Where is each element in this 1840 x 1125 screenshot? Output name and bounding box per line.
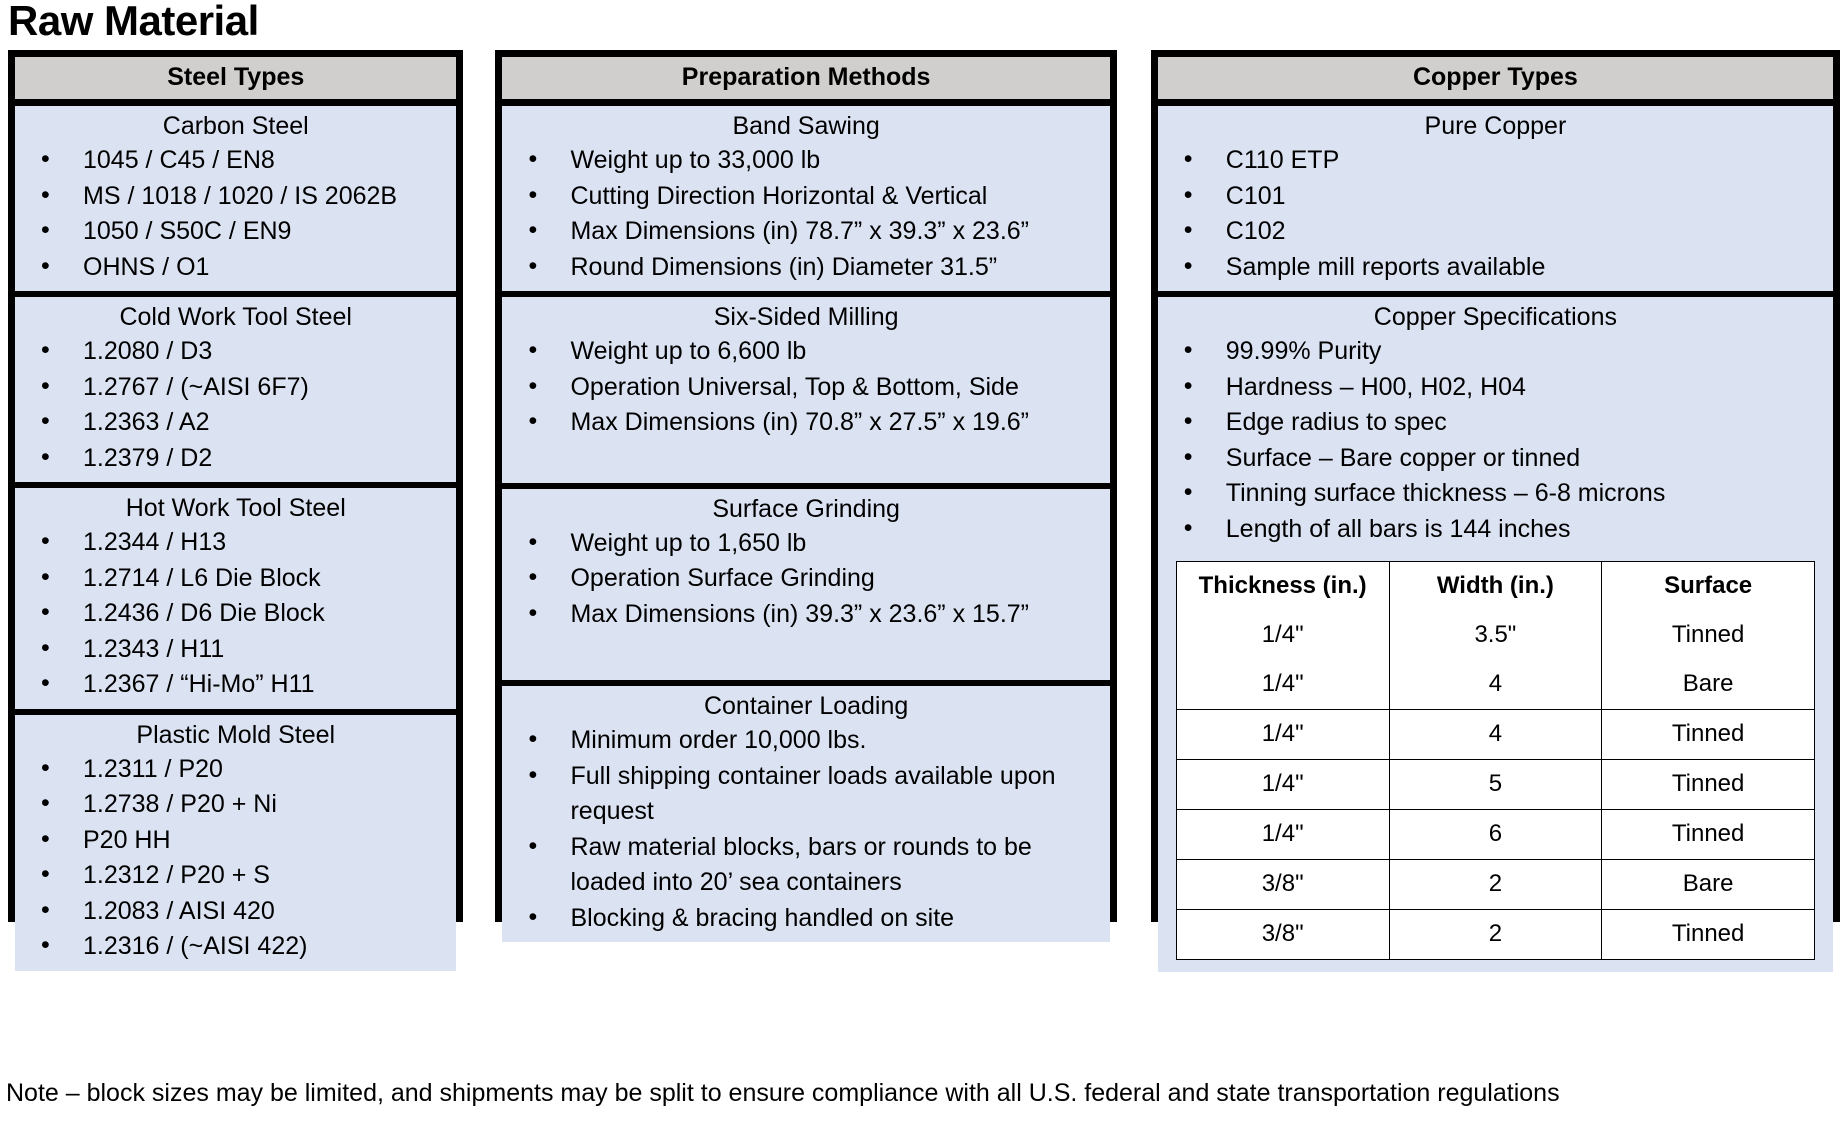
list-item: • Full shipping container loads available upon request [502,759,1109,830]
list-item: • Max Dimensions (in) 70.8” x 27.5” x 19.6” [502,405,1109,441]
column-header-width: Width (in.) [1389,562,1602,612]
section-title: Carbon Steel [162,112,309,140]
section-title: Pure Copper [1424,112,1567,140]
section-band-sawing [502,106,1109,297]
cell-width: 2 [1389,910,1602,960]
list-item: • Blocking & bracing handled on site [502,901,1109,937]
section-title: Plastic Mold Steel [136,720,336,749]
list-item: • 1.2714 / L6 Die Block [15,561,456,597]
list-item: • 1.2311 / P20 [15,752,456,788]
page-title: Raw Material [8,0,259,44]
steel-types-column [8,50,463,960]
cell-thickness: 3/8" [1176,910,1389,960]
cell-surface: Bare [1602,660,1815,710]
list-item: • Sample mill reports available [1158,250,1833,286]
table-row [1176,710,1814,760]
bullet-list [15,143,456,285]
list-item: • Max Dimensions (in) 78.7” x 39.3” x 23.6” [502,214,1109,250]
cell-width: 6 [1389,810,1602,860]
list-item: • 1.2083 / AISI 420 [15,894,456,930]
bullet-list [1158,334,1833,547]
list-item: • Tinning surface thickness – 6-8 microns [1158,476,1833,512]
section-title: Surface Grinding [712,494,900,523]
list-item: • 1.2738 / P20 + Ni [15,787,456,823]
list-item: • 1.2367 / “Hi-Mo” H11 [15,667,456,703]
list-item: • 1.2080 / D3 [15,334,456,370]
copper-types-header: Copper Types [1158,57,1833,106]
list-item: • Max Dimensions (in) 39.3” x 23.6” x 15.7” [502,597,1109,633]
list-item: • OHNS / O1 [15,250,456,286]
cell-width: 5 [1389,760,1602,810]
copper-spec-table-wrapper [1158,547,1833,966]
cell-surface: Bare [1602,860,1815,910]
list-item: • Weight up to 6,600 lb [502,334,1109,370]
cell-surface: Tinned [1602,810,1815,860]
section-title: Container Loading [703,692,909,720]
list-item: • Edge radius to spec [1158,405,1833,441]
list-item: • Raw material blocks, bars or rounds to be loaded into 20’ sea containers [502,830,1109,901]
table-row [1176,611,1814,660]
section-six-sided-milling [502,297,1109,489]
cell-thickness: 1/4" [1176,760,1389,810]
bullet-list [15,752,456,965]
cell-thickness: 3/8" [1176,860,1389,910]
steel-types-header: Steel Types [15,57,456,106]
column-header-surface: Surface [1602,562,1815,612]
cell-surface: Tinned [1602,710,1815,760]
cell-thickness: 1/4" [1176,660,1389,710]
cell-thickness: 1/4" [1176,611,1389,660]
list-item: • 99.99% Purity [1158,334,1833,370]
cell-width: 4 [1389,660,1602,710]
section-title: Copper Specifications [1373,303,1617,331]
preparation-methods-column [495,50,1116,932]
section-pure-copper [1158,106,1833,297]
list-item: • P20 HH [15,823,456,859]
table-head [1176,562,1814,612]
section-surface-grinding [502,489,1109,687]
list-item: • MS / 1018 / 1020 / IS 2062B [15,179,456,215]
list-item: • 1.2767 / (~AISI 6F7) [15,370,456,406]
list-item: • Minimum order 10,000 lbs. [502,723,1109,759]
cell-width: 2 [1389,860,1602,910]
section-cold-work-tool-steel [15,297,456,488]
section-title: Cold Work Tool Steel [119,303,352,331]
table-row [1176,910,1814,960]
section-container-loading [502,686,1109,942]
list-item: • 1.2344 / H13 [15,525,456,561]
list-item: • 1.2436 / D6 Die Block [15,596,456,632]
list-item: • C110 ETP [1158,143,1833,179]
list-item: • Operation Universal, Top & Bottom, Side [502,370,1109,406]
bullet-list [502,143,1109,285]
bullet-list [15,334,456,476]
table-row [1176,860,1814,910]
preparation-methods-header: Preparation Methods [502,57,1109,106]
bullet-list [15,525,456,703]
copper-spec-table [1176,561,1815,960]
list-item: • Round Dimensions (in) Diameter 31.5” [502,250,1109,286]
list-item: • Cutting Direction Horizontal & Vertical [502,179,1109,215]
table-body [1176,611,1814,960]
section-copper-specifications [1158,297,1833,972]
cell-surface: Tinned [1602,611,1815,660]
cell-width: 4 [1389,710,1602,760]
list-item: • C101 [1158,179,1833,215]
table-row [1176,760,1814,810]
cell-width: 3.5" [1389,611,1602,660]
list-item: • Length of all bars is 144 inches [1158,512,1833,548]
copper-types-column [1151,50,1840,947]
list-item: • 1.2379 / D2 [15,441,456,477]
section-plastic-mold-steel [15,715,456,971]
list-item: • 1.2363 / A2 [15,405,456,441]
table-header-row [1176,562,1814,612]
list-item: • 1.2343 / H11 [15,632,456,668]
list-item: • 1.2316 / (~AISI 422) [15,929,456,965]
list-item: • Weight up to 1,650 lb [502,526,1109,562]
list-item: • C102 [1158,214,1833,250]
list-item: • 1.2312 / P20 + S [15,858,456,894]
section-carbon-steel [15,106,456,297]
cell-surface: Tinned [1602,760,1815,810]
bullet-list [502,723,1109,936]
section-title: Hot Work Tool Steel [125,494,346,522]
bullet-list [502,334,1109,441]
list-item: • Operation Surface Grinding [502,561,1109,597]
cell-thickness: 1/4" [1176,710,1389,760]
table-row [1176,660,1814,710]
list-item: • Surface – Bare copper or tinned [1158,441,1833,477]
column-header-thickness: Thickness (in.) [1176,562,1389,612]
list-item: • Weight up to 33,000 lb [502,143,1109,179]
footnote-text: Note – block sizes may be limited, and shipments may be split to ensure compliance with all U.S. federal and state transportation regulations [6,1079,1560,1107]
section-hot-work-tool-steel [15,488,456,715]
cell-thickness: 1/4" [1176,810,1389,860]
cell-surface: Tinned [1602,910,1815,960]
table-row [1176,810,1814,860]
bullet-list [502,526,1109,633]
list-item: • 1045 / C45 / EN8 [15,143,456,179]
section-title: Six-Sided Milling [713,303,899,331]
section-title: Band Sawing [732,112,880,140]
list-item: • 1050 / S50C / EN9 [15,214,456,250]
bullet-list [1158,143,1833,285]
columns-container [0,50,1840,960]
list-item: • Hardness – H00, H02, H04 [1158,370,1833,406]
